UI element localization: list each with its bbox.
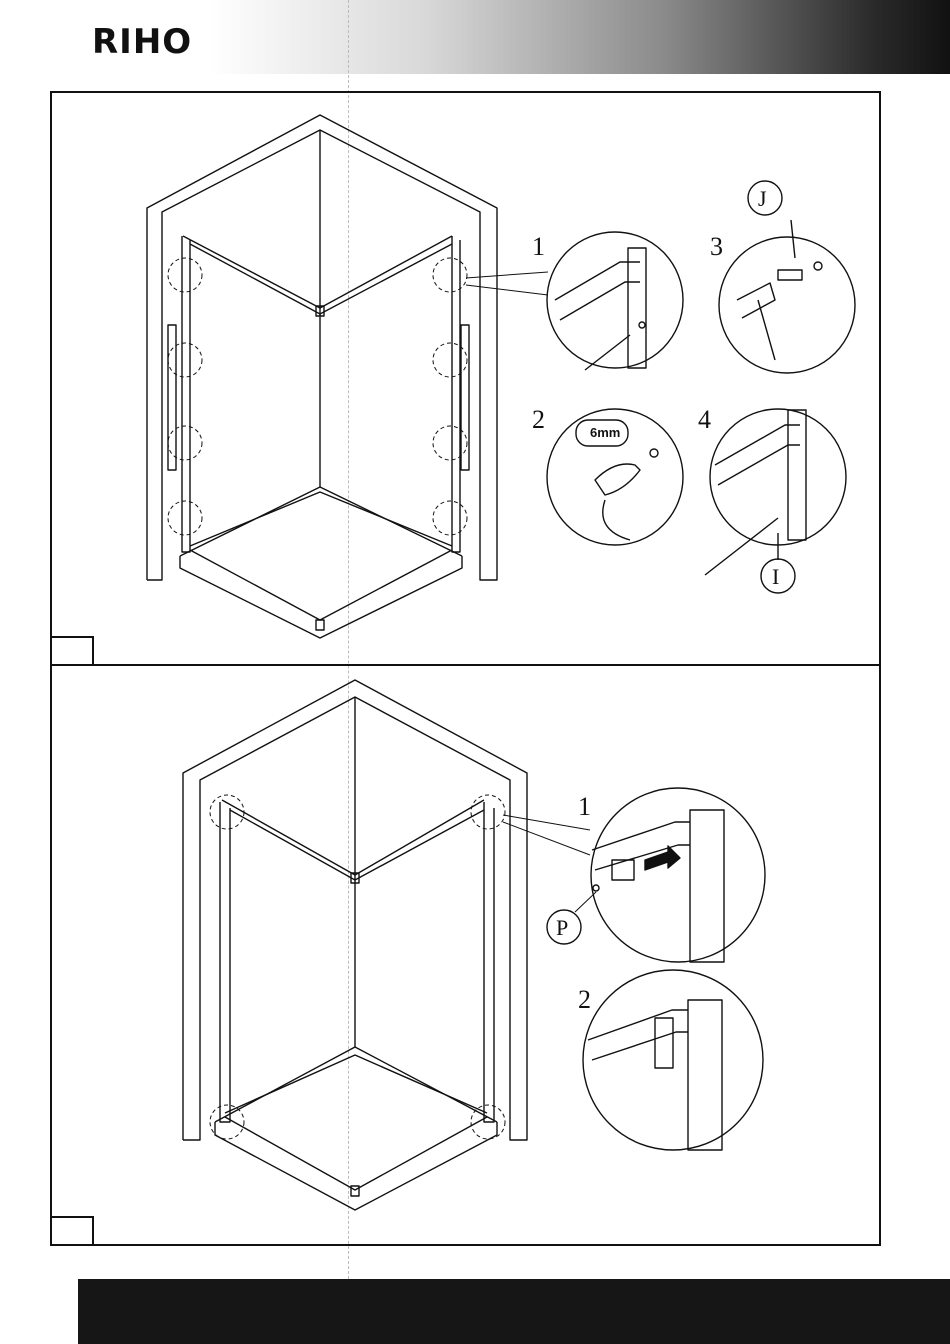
callout-number: 1 xyxy=(532,232,545,261)
part-label: I xyxy=(772,564,780,589)
callout-number: 3 xyxy=(710,232,723,261)
drill-size-label: 6mm xyxy=(590,425,621,440)
callout-detail-2-bottom xyxy=(583,970,763,1150)
shower-corner-top xyxy=(147,115,548,638)
part-label: J xyxy=(758,186,767,211)
brand-logo: RIHO xyxy=(92,22,193,62)
callout-detail-1-top xyxy=(547,232,683,370)
callout-detail-1-bottom xyxy=(575,788,765,962)
callout-number: 2 xyxy=(578,985,591,1014)
callout-number: 4 xyxy=(698,405,711,434)
callout-number: 1 xyxy=(578,792,591,821)
part-label: P xyxy=(556,915,569,940)
callout-number: 2 xyxy=(532,405,545,434)
callout-detail-4-top xyxy=(705,409,846,575)
page-footer-bar xyxy=(78,1279,950,1344)
callout-detail-3-top xyxy=(719,220,855,373)
shower-corner-bottom xyxy=(183,680,590,1210)
